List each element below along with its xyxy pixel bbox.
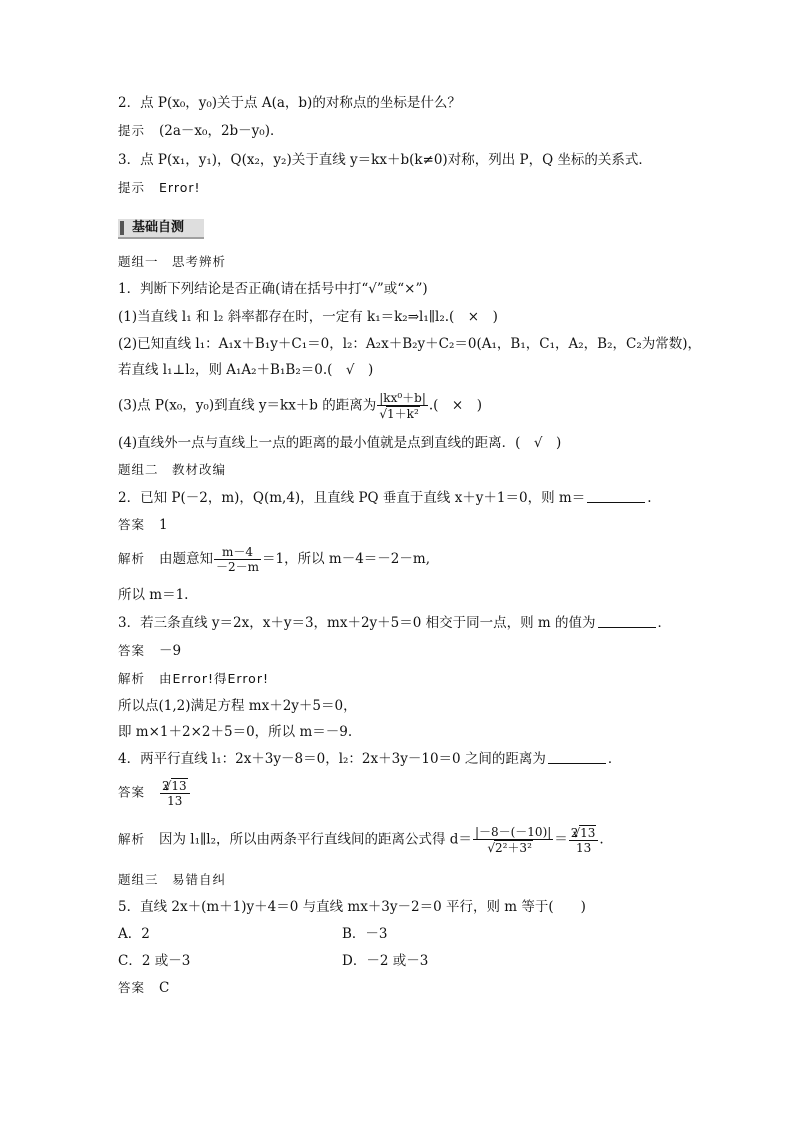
equals-sign: ＝: [554, 831, 568, 848]
radical-value: √ 13: [171, 778, 188, 793]
option-a: A．2: [118, 926, 150, 942]
answer-2: [118, 516, 168, 534]
statement-2b: 若直线 l₁⊥l₂，则 A₁A₂＋B₁B₂＝0.( √ ): [118, 362, 374, 378]
statement-3: [118, 391, 482, 421]
solution-text-end: ＝1，所以 m－4＝－2－m,: [262, 551, 430, 567]
hint-text: (2a－x₀，2b－y₀)．: [159, 123, 284, 139]
distance-formula-fraction: [473, 825, 553, 855]
hint-text: Error!: [159, 180, 201, 195]
solution-end: .: [599, 831, 604, 848]
solution-label: 解析: [118, 831, 146, 847]
question-text: 2．已知 P(－2，m)，Q(m,4)，且直线 PQ 垂直于直线 x＋y＋1＝0，则 m＝: [118, 490, 586, 506]
answer-label: 答案: [118, 517, 146, 532]
question-text: 3．若三条直线 y＝2x，x＋y＝3，mx＋2y＋5＝0 相交于同一点，则 m 的值为: [118, 615, 596, 631]
question-text: 4．两平行直线 l₁：2x＋3y－8＝0，l₂：2x＋3y－10＝0 之间的距离为: [118, 751, 546, 767]
question-end: ．: [657, 615, 672, 631]
fraction-denominator: √ 2²＋3²: [494, 840, 533, 855]
fraction-numerator: |kx⁰＋b|: [379, 391, 426, 405]
group1-title: 题组一 思考辨析: [118, 254, 227, 269]
section-marker: [120, 221, 124, 235]
answer-label: 答案: [118, 980, 146, 995]
fraction-denominator: √ 1＋k²: [386, 406, 419, 421]
solution-3: [118, 670, 269, 688]
answer-value: C: [159, 980, 170, 996]
solution-text: 由题意知: [159, 551, 214, 567]
answer-4: [118, 778, 191, 808]
answer-blank: [548, 751, 606, 764]
statement-1: (1)当直线 l₁ 和 l₂ 斜率都存在时，一定有 k₁＝k₂⇒l₁∥l₂.( × ): [118, 309, 498, 325]
hint-3: [118, 179, 201, 197]
judge-question: 1．判断下列结论是否正确(请在括号中打“√”或“×”): [118, 281, 428, 297]
solution-3-line2: 所以点(1,2)满足方程 mx＋2y＋5＝0，: [118, 698, 357, 714]
solution-3-line3: 即 m×1＋2×2＋5＝0，所以 m＝－9.: [118, 724, 353, 740]
fraction-denominator: 13: [575, 841, 592, 855]
section-title: 基础自测: [132, 220, 185, 235]
question-4-textbook: [118, 750, 621, 768]
answer-5: [118, 979, 169, 997]
result-fraction: [569, 825, 599, 855]
group3-title: 题组三 易错自纠: [118, 872, 227, 887]
option-d: D．－2 或－3: [342, 953, 429, 969]
option-b: B．－3: [342, 926, 388, 942]
statement-4: (4)直线外一点与直线上一点的距离的最小值就是点到直线的距离．( √ ): [118, 435, 562, 451]
fraction-denominator: －2－m: [216, 560, 260, 574]
question-5: 5．直线 2x＋(m＋1)y＋4＝0 与直线 mx＋3y－2＝0 平行，则 m 等于( ): [118, 899, 586, 915]
solution-4: [118, 825, 604, 855]
solution-2: [118, 545, 430, 574]
answer-3: [118, 642, 181, 660]
question-end: ．: [607, 751, 622, 767]
answer-value: －9: [159, 643, 182, 659]
solution-text: 因为 l₁∥l₂，所以由两条平行直线间的距离公式得 d＝: [159, 831, 472, 848]
solution-label: 解析: [118, 671, 146, 686]
hint-label: 提示: [118, 123, 146, 138]
group2-title: 题组二 教材改编: [118, 462, 227, 477]
question-2-textbook: [118, 489, 652, 507]
answer-blank: [587, 490, 645, 503]
fraction-denominator: 13: [167, 794, 183, 808]
question-3-textbook: [118, 614, 671, 632]
radical-value: √ 13: [579, 825, 596, 840]
solution-text: 由Error!得Error!: [159, 671, 269, 686]
question-3: 3．点 P(x₁，y₁)，Q(x₂，y₂)关于直线 y＝kx＋b(k≠0)对称，列出 P，Q 坐标的关系式．: [118, 152, 652, 168]
answer-label: 答案: [118, 643, 146, 658]
radical-coefficient: 2: [570, 826, 579, 840]
statement-2a: (2)已知直线 l₁：A₁x＋B₁y＋C₁＝0，l₂：A₂x＋B₂y＋C₂＝0(A₁，B₁，C₁，A₂，B₂，C₂为常数)，: [118, 336, 702, 352]
answer-value: 1: [159, 517, 168, 533]
statement-3-mark: .( × ): [428, 397, 483, 414]
radical-coefficient: 2: [162, 779, 170, 793]
hint-label: 提示: [118, 180, 146, 195]
hint-2: [118, 122, 283, 140]
section-header: [118, 219, 204, 239]
question-end: .: [647, 490, 652, 506]
question-2: 2．点 P(x₀，y₀)关于点 A(a，b)的对称点的坐标是什么？: [118, 95, 461, 111]
solution-label: 解析: [118, 551, 146, 566]
answer-label: 答案: [118, 784, 146, 800]
statement-3-text: (3)点 P(x₀，y₀)到直线 y＝kx＋b 的距离为: [118, 397, 377, 414]
distance-fraction: [377, 391, 428, 421]
fraction-numerator: |－8－(－10)|: [474, 825, 552, 839]
fraction-numerator: m－4: [214, 545, 261, 560]
answer-blank: [598, 615, 656, 628]
solution-fraction: [214, 545, 261, 574]
option-c: C．2 或－3: [118, 953, 191, 969]
answer-fraction: [160, 778, 190, 808]
solution-2-line2: 所以 m＝1.: [118, 587, 189, 603]
